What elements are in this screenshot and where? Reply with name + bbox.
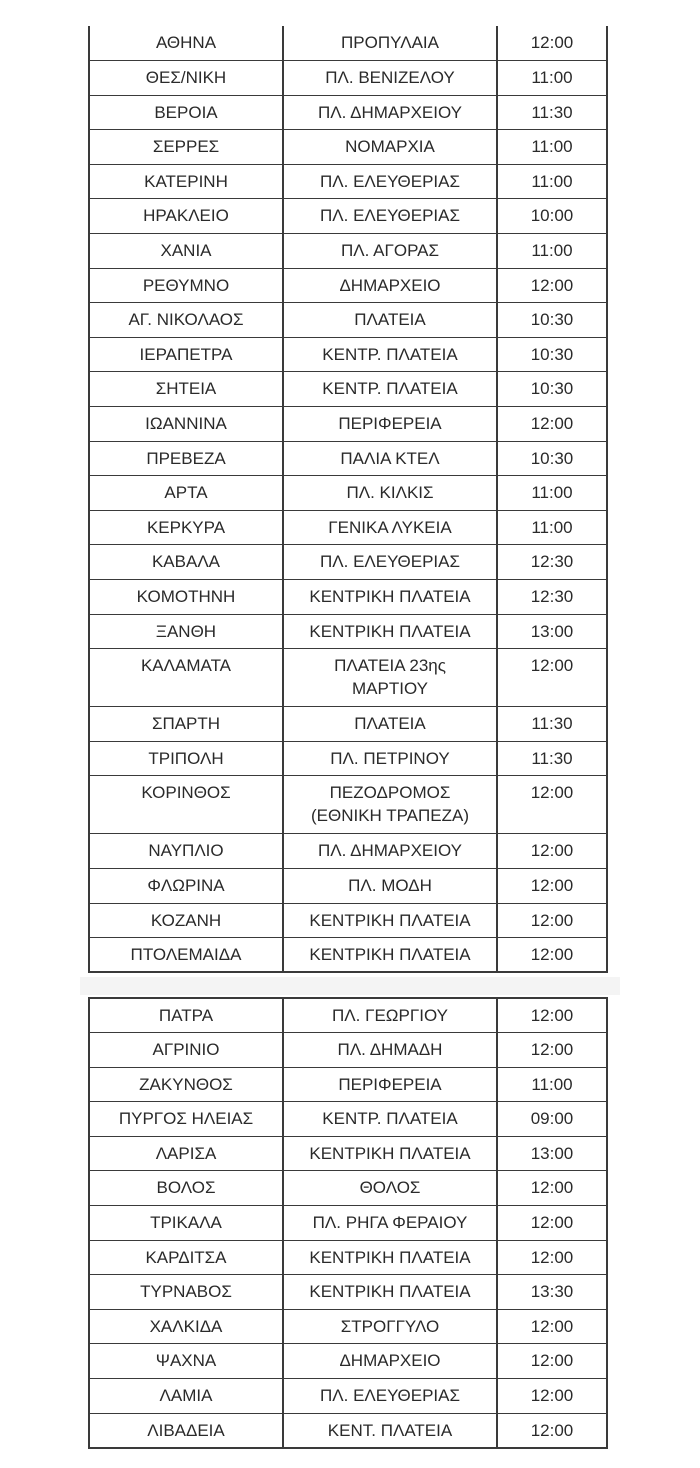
location-cell: ΠΛ. ΔΗΜΑΡΧΕΙΟΥ — [283, 834, 497, 869]
table-row — [89, 614, 607, 649]
table-row — [89, 1379, 607, 1414]
city-cell: ΡΕΘΥΜΝΟ — [89, 268, 283, 303]
location-cell: ΠΡΟΠΥΛΑΙΑ — [283, 26, 497, 61]
time-cell: 12:00 — [497, 903, 607, 938]
city-cell: ΛΑΡΙΣΑ — [89, 1136, 283, 1171]
city-cell: ΨΑΧΝΑ — [89, 1344, 283, 1379]
time-cell: 11:00 — [497, 164, 607, 199]
location-cell: ΠΛ. ΕΛΕΥΘΕΡΙΑΣ — [283, 1379, 497, 1414]
city-cell: ΤΡΙΠΟΛΗ — [89, 741, 283, 776]
location-cell: ΚΕΝΤΡΙΚΗ ΠΛΑΤΕΙΑ — [283, 614, 497, 649]
location-cell: ΓΕΝΙΚΑ ΛΥΚΕΙΑ — [283, 510, 497, 545]
location-cell: ΚΕΝΤΡΙΚΗ ΠΛΑΤΕΙΑ — [283, 903, 497, 938]
table-row — [89, 741, 607, 776]
city-cell: ΚΟΜΟΤΗΝΗ — [89, 580, 283, 615]
table-row — [89, 61, 607, 96]
time-cell: 12:30 — [497, 545, 607, 580]
time-cell: 11:30 — [497, 707, 607, 742]
time-cell: 10:00 — [497, 199, 607, 234]
location-cell: ΠΕΡΙΦΕΡΕΙΑ — [283, 407, 497, 442]
city-cell: ΚΟΖΑΝΗ — [89, 903, 283, 938]
city-cell: ΗΡΑΚΛΕΙΟ — [89, 199, 283, 234]
city-cell: ΚΟΡΙΝΘΟΣ — [89, 776, 283, 834]
location-cell: ΠΕΖΟΔΡΟΜΟΣ (ΕΘΝΙΚΗ ΤΡΑΠΕΖΑ) — [283, 776, 497, 834]
table-row — [89, 337, 607, 372]
city-cell: ΧΑΝΙΑ — [89, 234, 283, 269]
time-cell: 12:00 — [497, 868, 607, 903]
location-cell: ΚΕΝΤΡΙΚΗ ΠΛΑΤΕΙΑ — [283, 580, 497, 615]
time-cell: 11:30 — [497, 741, 607, 776]
time-cell: 10:30 — [497, 303, 607, 338]
table-row — [89, 372, 607, 407]
time-cell: 10:30 — [497, 337, 607, 372]
location-cell: ΚΕΝΤΡΙΚΗ ΠΛΑΤΕΙΑ — [283, 1240, 497, 1275]
time-cell: 11:00 — [497, 234, 607, 269]
location-cell: ΚΕΝΤΡΙΚΗ ΠΛΑΤΕΙΑ — [283, 1275, 497, 1310]
table-row — [89, 580, 607, 615]
city-cell: ΑΘΗΝΑ — [89, 26, 283, 61]
table-row — [89, 234, 607, 269]
schedule-table-part-2 — [88, 997, 608, 1449]
table-row — [89, 1033, 607, 1068]
table-row — [89, 1136, 607, 1171]
time-cell: 10:30 — [497, 441, 607, 476]
city-cell: ΒΟΛΟΣ — [89, 1171, 283, 1206]
table-row — [89, 707, 607, 742]
table-row — [89, 1240, 607, 1275]
city-cell: ΑΡΤΑ — [89, 476, 283, 511]
schedule-table-part-1 — [88, 26, 608, 973]
location-cell: ΠΛ. ΚΙΛΚΙΣ — [283, 476, 497, 511]
location-cell: ΠΛ. ΕΛΕΥΘΕΡΙΑΣ — [283, 545, 497, 580]
location-cell: ΠΕΡΙΦΕΡΕΙΑ — [283, 1067, 497, 1102]
location-cell: ΠΛ. ΠΕΤΡΙΝΟΥ — [283, 741, 497, 776]
table-row — [89, 776, 607, 834]
table-row — [89, 268, 607, 303]
time-cell: 11:30 — [497, 95, 607, 130]
city-cell: ΛΑΜΙΑ — [89, 1379, 283, 1414]
table-row — [89, 26, 607, 61]
city-cell: ΑΓΡΙΝΙΟ — [89, 1033, 283, 1068]
city-cell: ΧΑΛΚΙΔΑ — [89, 1309, 283, 1344]
city-cell: ΠΑΤΡΑ — [89, 998, 283, 1033]
table-row — [89, 1171, 607, 1206]
table-row — [89, 303, 607, 338]
location-cell: ΠΛΑΤΕΙΑ — [283, 303, 497, 338]
city-cell: ΘΕΣ/ΝΙΚΗ — [89, 61, 283, 96]
table-row — [89, 998, 607, 1033]
location-cell: ΠΛ. ΜΟΔΗ — [283, 868, 497, 903]
location-cell: ΚΕΝΤΡΙΚΗ ΠΛΑΤΕΙΑ — [283, 1136, 497, 1171]
time-cell: 12:00 — [497, 938, 607, 973]
location-cell: ΠΛΑΤΕΙΑ 23ης ΜΑΡΤΙΟΥ — [283, 649, 497, 707]
location-cell: ΘΟΛΟΣ — [283, 1171, 497, 1206]
time-cell: 12:00 — [497, 1379, 607, 1414]
table-row — [89, 1309, 607, 1344]
time-cell: 12:00 — [497, 1240, 607, 1275]
table-row — [89, 545, 607, 580]
city-cell: ΛΙΒΑΔΕΙΑ — [89, 1413, 283, 1448]
time-cell: 12:00 — [497, 834, 607, 869]
time-cell: 11:00 — [497, 510, 607, 545]
time-cell: 12:00 — [497, 1309, 607, 1344]
table-row — [89, 834, 607, 869]
time-cell: 12:00 — [497, 1033, 607, 1068]
location-cell: ΚΕΝΤ. ΠΛΑΤΕΙΑ — [283, 1413, 497, 1448]
location-cell: ΚΕΝΤΡ. ΠΛΑΤΕΙΑ — [283, 372, 497, 407]
location-cell: ΔΗΜΑΡΧΕΙΟ — [283, 1344, 497, 1379]
table-row — [89, 130, 607, 165]
time-cell: 12:00 — [497, 1171, 607, 1206]
time-cell: 12:00 — [497, 268, 607, 303]
city-cell: ΖΑΚΥΝΘΟΣ — [89, 1067, 283, 1102]
city-cell: ΞΑΝΘΗ — [89, 614, 283, 649]
location-cell: ΠΛ. ΓΕΩΡΓΙΟΥ — [283, 998, 497, 1033]
table-row — [89, 868, 607, 903]
city-cell: ΚΑΤΕΡΙΝΗ — [89, 164, 283, 199]
location-cell: ΠΛ. ΕΛΕΥΘΕΡΙΑΣ — [283, 199, 497, 234]
table-row — [89, 476, 607, 511]
table-row — [89, 407, 607, 442]
table-row — [89, 510, 607, 545]
table-row — [89, 1102, 607, 1137]
time-cell: 12:00 — [497, 1344, 607, 1379]
city-cell: ΠΡΕΒΕΖΑ — [89, 441, 283, 476]
page-gap — [80, 977, 620, 995]
city-cell: ΠΥΡΓΟΣ ΗΛΕΙΑΣ — [89, 1102, 283, 1137]
time-cell: 12:00 — [497, 649, 607, 707]
time-cell: 12:00 — [497, 998, 607, 1033]
table-row — [89, 1067, 607, 1102]
table-row — [89, 164, 607, 199]
table-row — [89, 1206, 607, 1241]
table-row — [89, 441, 607, 476]
city-cell: ΑΓ. ΝΙΚΟΛΑΟΣ — [89, 303, 283, 338]
location-cell: ΠΛΑΤΕΙΑ — [283, 707, 497, 742]
city-cell: ΦΛΩΡΙΝΑ — [89, 868, 283, 903]
time-cell: 13:00 — [497, 614, 607, 649]
location-cell: ΣΤΡΟΓΓΥΛΟ — [283, 1309, 497, 1344]
city-cell: ΚΑΡΔΙΤΣΑ — [89, 1240, 283, 1275]
city-cell: ΣΕΡΡΕΣ — [89, 130, 283, 165]
city-cell: ΤΥΡΝΑΒΟΣ — [89, 1275, 283, 1310]
location-cell: ΚΕΝΤΡΙΚΗ ΠΛΑΤΕΙΑ — [283, 938, 497, 973]
time-cell: 12:00 — [497, 407, 607, 442]
time-cell: 12:30 — [497, 580, 607, 615]
location-cell: ΠΑΛΙΑ ΚΤΕΛ — [283, 441, 497, 476]
table-row — [89, 1413, 607, 1448]
location-cell: ΠΛ. ΒΕΝΙΖΕΛΟΥ — [283, 61, 497, 96]
location-cell: ΠΛ. ΕΛΕΥΘΕΡΙΑΣ — [283, 164, 497, 199]
city-cell: ΚΕΡΚΥΡΑ — [89, 510, 283, 545]
time-cell: 12:00 — [497, 1413, 607, 1448]
time-cell: 12:00 — [497, 776, 607, 834]
city-cell: ΠΤΟΛΕΜΑΙΔΑ — [89, 938, 283, 973]
time-cell: 13:00 — [497, 1136, 607, 1171]
time-cell: 10:30 — [497, 372, 607, 407]
time-cell: 13:30 — [497, 1275, 607, 1310]
table-row — [89, 95, 607, 130]
city-cell: ΝΑΥΠΛΙΟ — [89, 834, 283, 869]
table-row — [89, 1344, 607, 1379]
time-cell: 11:00 — [497, 61, 607, 96]
location-cell: ΠΛ. ΔΗΜΑΔΗ — [283, 1033, 497, 1068]
time-cell: 11:00 — [497, 130, 607, 165]
location-cell: ΚΕΝΤΡ. ΠΛΑΤΕΙΑ — [283, 337, 497, 372]
city-cell: ΤΡΙΚΑΛΑ — [89, 1206, 283, 1241]
table-row — [89, 199, 607, 234]
city-cell: ΙΩΑΝΝΙΝΑ — [89, 407, 283, 442]
table-row — [89, 903, 607, 938]
city-cell: ΚΑΛΑΜΑΤΑ — [89, 649, 283, 707]
table-row — [89, 1275, 607, 1310]
location-cell: ΠΛ. ΑΓΟΡΑΣ — [283, 234, 497, 269]
location-cell: ΠΛ. ΔΗΜΑΡΧΕΙΟΥ — [283, 95, 497, 130]
city-cell: ΣΗΤΕΙΑ — [89, 372, 283, 407]
time-cell: 12:00 — [497, 1206, 607, 1241]
time-cell: 11:00 — [497, 1067, 607, 1102]
city-cell: ΙΕΡΑΠΕΤΡΑ — [89, 337, 283, 372]
city-cell: ΚΑΒΑΛΑ — [89, 545, 283, 580]
city-cell: ΣΠΑΡΤΗ — [89, 707, 283, 742]
time-cell: 12:00 — [497, 26, 607, 61]
location-cell: ΚΕΝΤΡ. ΠΛΑΤΕΙΑ — [283, 1102, 497, 1137]
time-cell: 11:00 — [497, 476, 607, 511]
table-row — [89, 649, 607, 707]
table-row — [89, 938, 607, 973]
city-cell: ΒΕΡΟΙΑ — [89, 95, 283, 130]
location-cell: ΠΛ. ΡΗΓΑ ΦΕΡΑΙΟΥ — [283, 1206, 497, 1241]
location-cell: ΔΗΜΑΡΧΕΙΟ — [283, 268, 497, 303]
location-cell: ΝΟΜΑΡΧΙΑ — [283, 130, 497, 165]
time-cell: 09:00 — [497, 1102, 607, 1137]
